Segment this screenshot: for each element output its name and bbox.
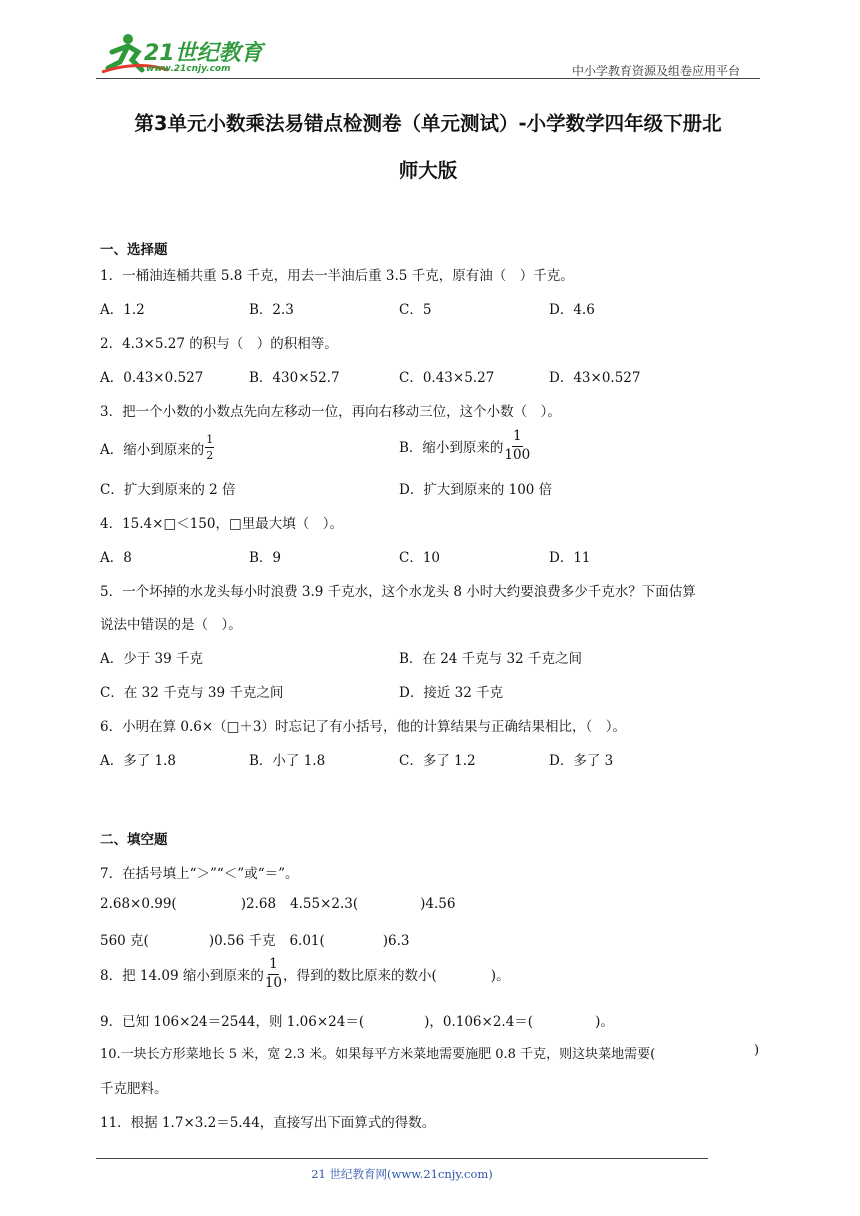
q2-option-a: A．0.43×0.527 [100, 370, 204, 386]
q8-line [100, 958, 510, 990]
q4-stem: 4．15.4×□＜150，□里最大填（ ）。 [100, 516, 343, 532]
q2-stem: 2．4.3×5.27 的积与（ ）的积相等。 [100, 336, 338, 352]
q5-stem-line1: 5．一个坏掉的水龙头每小时浪费 3.9 千克水，这个水龙头 8 小时大约要浪费多少千克水？下面估算 [100, 584, 696, 600]
q1-option-c: C．5 [399, 302, 432, 318]
q2-option-d: D．43×0.527 [549, 370, 641, 386]
site-logo [98, 30, 263, 78]
q6-option-a: A．多了 1.8 [100, 753, 177, 769]
footer-text[interactable]: 21 世纪教育网(www.21cnjy.com) [311, 1167, 493, 1181]
q7-item3-right: )0.56 千克 [208, 933, 276, 949]
page-title-line1: 第3单元小数乘法易错点检测卷（单元测试）-小学数学四年级下册北 [134, 112, 722, 135]
q8-text-pre: 8．把 14.09 缩小到原来的 [100, 968, 264, 984]
q3-stem: 3．把一个小数的小数点先向左移动一位，再向右移动三位，这个小数（ ）。 [100, 404, 561, 420]
q4-option-b: B．9 [249, 550, 282, 566]
q3-option-a [100, 434, 215, 461]
page-title-line2: 师大版 [398, 159, 458, 182]
header-divider [96, 78, 760, 79]
q7-item3-left: 560 克( [100, 933, 149, 949]
q7-item1-right: )2.68 [240, 896, 277, 912]
header-platform-text: 中小学教育资源及组卷应用平台 [572, 64, 741, 78]
q9-text-post: )。 [595, 1014, 614, 1030]
q6-stem: 6．小明在算 0.6×（□＋3）时忘记了有小括号，他的计算结果与正确结果相比，（ ）。 [100, 719, 627, 735]
q7-item4-left: 6.01( [289, 933, 325, 949]
fraction-denominator: 10 [264, 974, 283, 991]
logo-text: 21世纪教育 [144, 41, 263, 66]
section-choice-heading: 一、选择题 [100, 242, 168, 258]
q3-option-d: D．扩大到原来的 100 倍 [399, 482, 553, 498]
q6-option-b: B．小了 1.8 [249, 753, 326, 769]
fraction-numerator: 1 [206, 433, 214, 446]
fraction-denominator: 2 [206, 449, 214, 462]
fraction-numerator: 1 [268, 958, 279, 975]
q5-option-b: B．在 24 千克与 32 千克之间 [399, 651, 582, 667]
q4-option-d: D．11 [549, 550, 591, 566]
q7-row2 [100, 929, 410, 949]
q10-line2: 千克肥料。 [100, 1081, 168, 1097]
logo-url: www.21cnjy.com [146, 64, 231, 74]
section-fill-heading: 二、填空题 [100, 832, 168, 848]
q4-option-a: A．8 [100, 550, 132, 566]
q1-option-a: A．1.2 [100, 302, 145, 318]
q5-option-c: C．在 32 千克与 39 千克之间 [100, 685, 284, 701]
q5-option-d: D．接近 32 千克 [399, 685, 504, 701]
q8-text-post: )。 [490, 968, 510, 984]
q7-item2-right: )4.56 [420, 896, 456, 912]
footer-divider [96, 1158, 708, 1159]
q10-close-paren: ) [754, 1043, 760, 1058]
q4-option-c: C．10 [399, 550, 441, 566]
q9-line [100, 1010, 614, 1030]
q1-option-b: B．2.3 [249, 302, 294, 318]
q3-option-b-label: B．缩小到原来的 [399, 440, 504, 456]
q5-stem-line2: 说法中错误的是（ ）。 [100, 617, 242, 633]
q1-option-d: D．4.6 [549, 302, 595, 318]
q2-option-c: C．0.43×5.27 [399, 370, 495, 386]
q3-option-a-fraction [205, 434, 214, 461]
q2-option-b: B．430×52.7 [249, 370, 340, 386]
q7-item4-right: )6.3 [382, 933, 410, 949]
q7-row1 [100, 896, 455, 912]
q10-line1: 10.一块长方形菜地长 5 米，宽 2.3 米。如果每平方米菜地需要施肥 0.8 千克，则这块菜地需要( [100, 1047, 656, 1062]
q3-option-b [399, 430, 531, 462]
q3-option-a-label: A．缩小到原来的 [100, 441, 205, 458]
q7-item1-left: 2.68×0.99( [100, 896, 177, 912]
q6-option-d: D．多了 3 [549, 753, 614, 769]
q3-option-c: C．扩大到原来的 2 倍 [100, 482, 236, 498]
fraction-numerator: 1 [512, 430, 523, 447]
q8-fraction [265, 958, 282, 990]
q11-stem: 11．根据 1.7×3.2＝5.44，直接写出下面算式的得数。 [100, 1115, 436, 1131]
fraction-denominator: 100 [504, 446, 531, 463]
q1-stem: 1．一桶油连桶共重 5.8 千克，用去一半油后重 3.5 千克，原有油（ ）千克。 [100, 268, 574, 284]
q8-text-mid: ，得到的数比原来的数小( [283, 968, 437, 984]
q9-text-mid: )，0.106×2.4＝( [424, 1014, 534, 1030]
q7-stem: 7．在括号填上“＞”“＜”或“＝”。 [100, 866, 299, 882]
q7-item2-left: 4.55×2.3( [290, 896, 359, 912]
q5-option-a: A．少于 39 千克 [100, 651, 204, 667]
q9-text-pre: 9．已知 106×24＝2544，则 1.06×24＝( [100, 1014, 365, 1030]
q6-option-c: C．多了 1.2 [399, 753, 476, 769]
q3-option-b-fraction [504, 430, 530, 462]
